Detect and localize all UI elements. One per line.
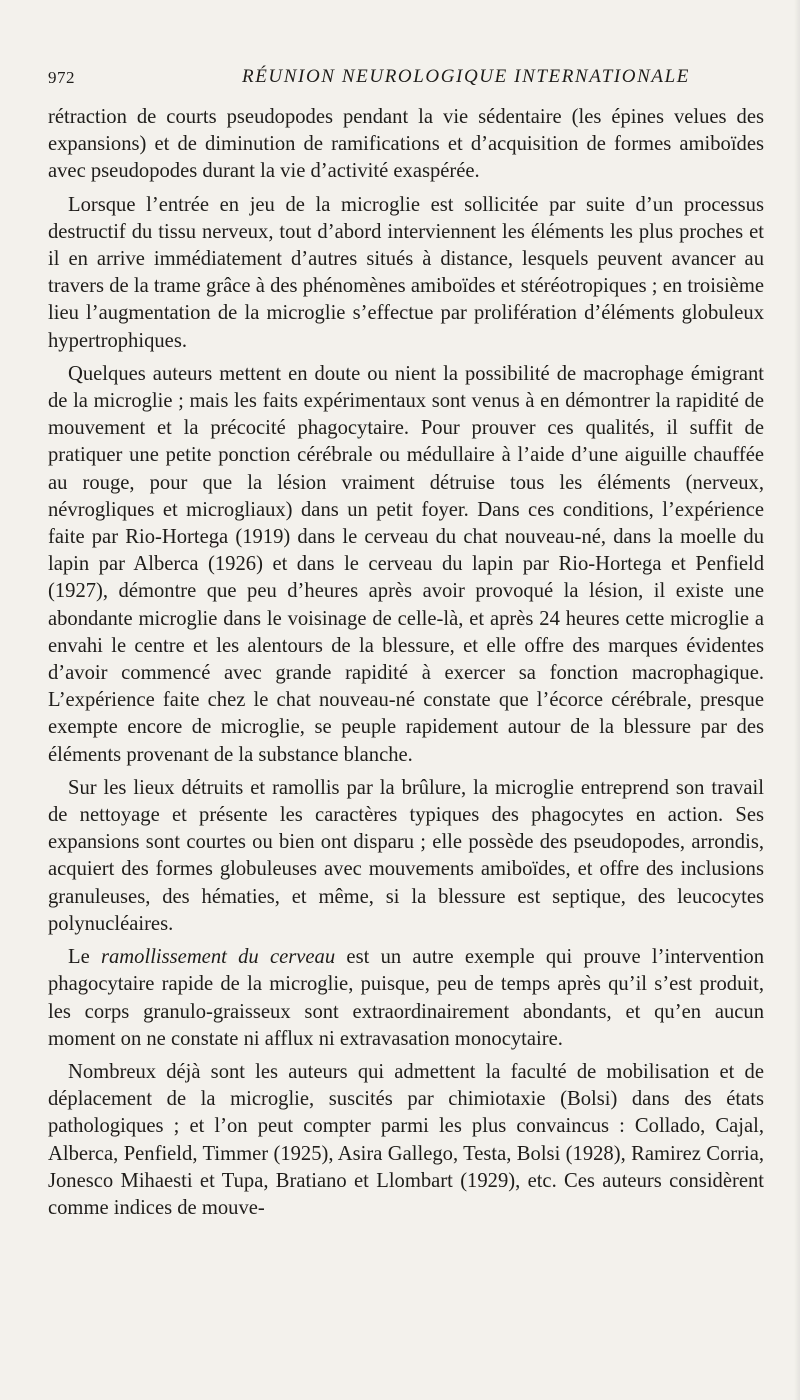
running-title: RÉUNION NEUROLOGIQUE INTERNATIONALE — [242, 66, 690, 87]
paragraph-5 — [48, 944, 764, 1053]
page-edge-shadow — [794, 0, 800, 1400]
paragraph-5-prefix: Le — [68, 946, 101, 969]
paragraph-5-italic-term: ramollissement du cerveau — [101, 946, 336, 969]
paragraph-3: Quelques auteurs mettent en doute ou nient la possibilité de macrophage émigrant de la microglie ; mais les faits expérimentaux sont venus à en démontrer la rapidité de mouvement et la précocité phagocytaire. Pour prouver ces qualités, il suffit de pratiquer une petite ponction cérébrale ou médullaire à l’aide d’une aiguille chauffée au rouge, pour que la lésion vraiment détruise tous les éléments (nerveux, névrogliques et microgliaux) dans un petit foyer. Dans ces conditions, l’expérience faite par Rio-Hortega (1919) dans le cerveau du chat nouveau-né, dans la moelle du lapin par Alberca (1926) et dans le cerveau du lapin par Rio-Hortega et Penfield (1927), démontre que peu d’heures après avoir provoqué la lésion, il existe une abondante microglie dans le voisinage de celle-là, et après 24 heures cette microglie a envahi le centre et les alentours de la blessure, et elle offre des marques évidentes d’avoir commencé avec grande rapidité à exercer sa fonction macrophagique. L’expérience faite chez le chat nouveau-né constate que l’écorce cérébrale, presque exempte encore de microglie, se peuple rapidement autour de la blessure par des éléments provenant de la substance blanche. — [48, 362, 764, 766]
paragraph-2: Lorsque l’entrée en jeu de la microglie est sollicitée par suite d’un processus destructif du tissu nerveux, tout d’abord interviennent les éléments les plus proches et il en arrive immédiatement d’autres situés à distance, lesquels peuvent avancer au travers de la trame grâce à des phénomènes amiboïdes et stéréotropiques ; en troisième lieu l’augmentation de la microglie s’effectue par prolifération d’éléments globuleux hypertrophiques. — [48, 193, 764, 352]
page-number: 972 — [48, 68, 75, 87]
paragraph-6: Nombreux déjà sont les auteurs qui admettent la faculté de mobilisation et de déplacement de la microglie, suscités par chimiotaxie (Bolsi) dans des états pathologiques ; et l’on peut compter parmi les plus convaincus : Collado, Cajal, Alberca, Penfield, Timmer (1925), Asira Gallego, Testa, Bolsi (1928), Ramirez Corria, Jonesco Mihaesti et Tupa, Bratiano et Llombart (1929), etc. Ces auteurs considèrent comme indices de mouve- — [48, 1060, 764, 1219]
paragraph-5-text: est un autre exemple qui prouve l’intervention phagocytaire rapide de la microglie, puisque, peu de temps après qu’il s’est produit, les corps granulo-graisseux sont extraordinairement abondants, et qu’en aucun moment on ne constate ni afflux ni extravasation monocytaire. — [48, 946, 765, 1050]
body-text — [48, 104, 764, 1222]
paragraph-1: rétraction de courts pseudopodes pendant la vie sédentaire (les épines velues des expansions) et de diminution de ramifications et d’acquisition de formes amiboïdes avec pseudopodes durant la vie d’activité exaspérée. — [48, 106, 764, 183]
page-header — [48, 60, 764, 96]
paragraph-4: Sur les lieux détruits et ramollis par la brûlure, la microglie entreprend son travail de nettoyage et présente les caractères typiques des phagocytes en action. Ses expansions sont courtes ou bien ont disparu ; elle possède des pseudopodes, arrondis, acquiert des formes globuleuses avec mouvements amiboïdes, et offre des inclusions granuleuses, des hématies, et même, si la blessure est septique, des leucocytes polynucléaires. — [48, 776, 764, 935]
